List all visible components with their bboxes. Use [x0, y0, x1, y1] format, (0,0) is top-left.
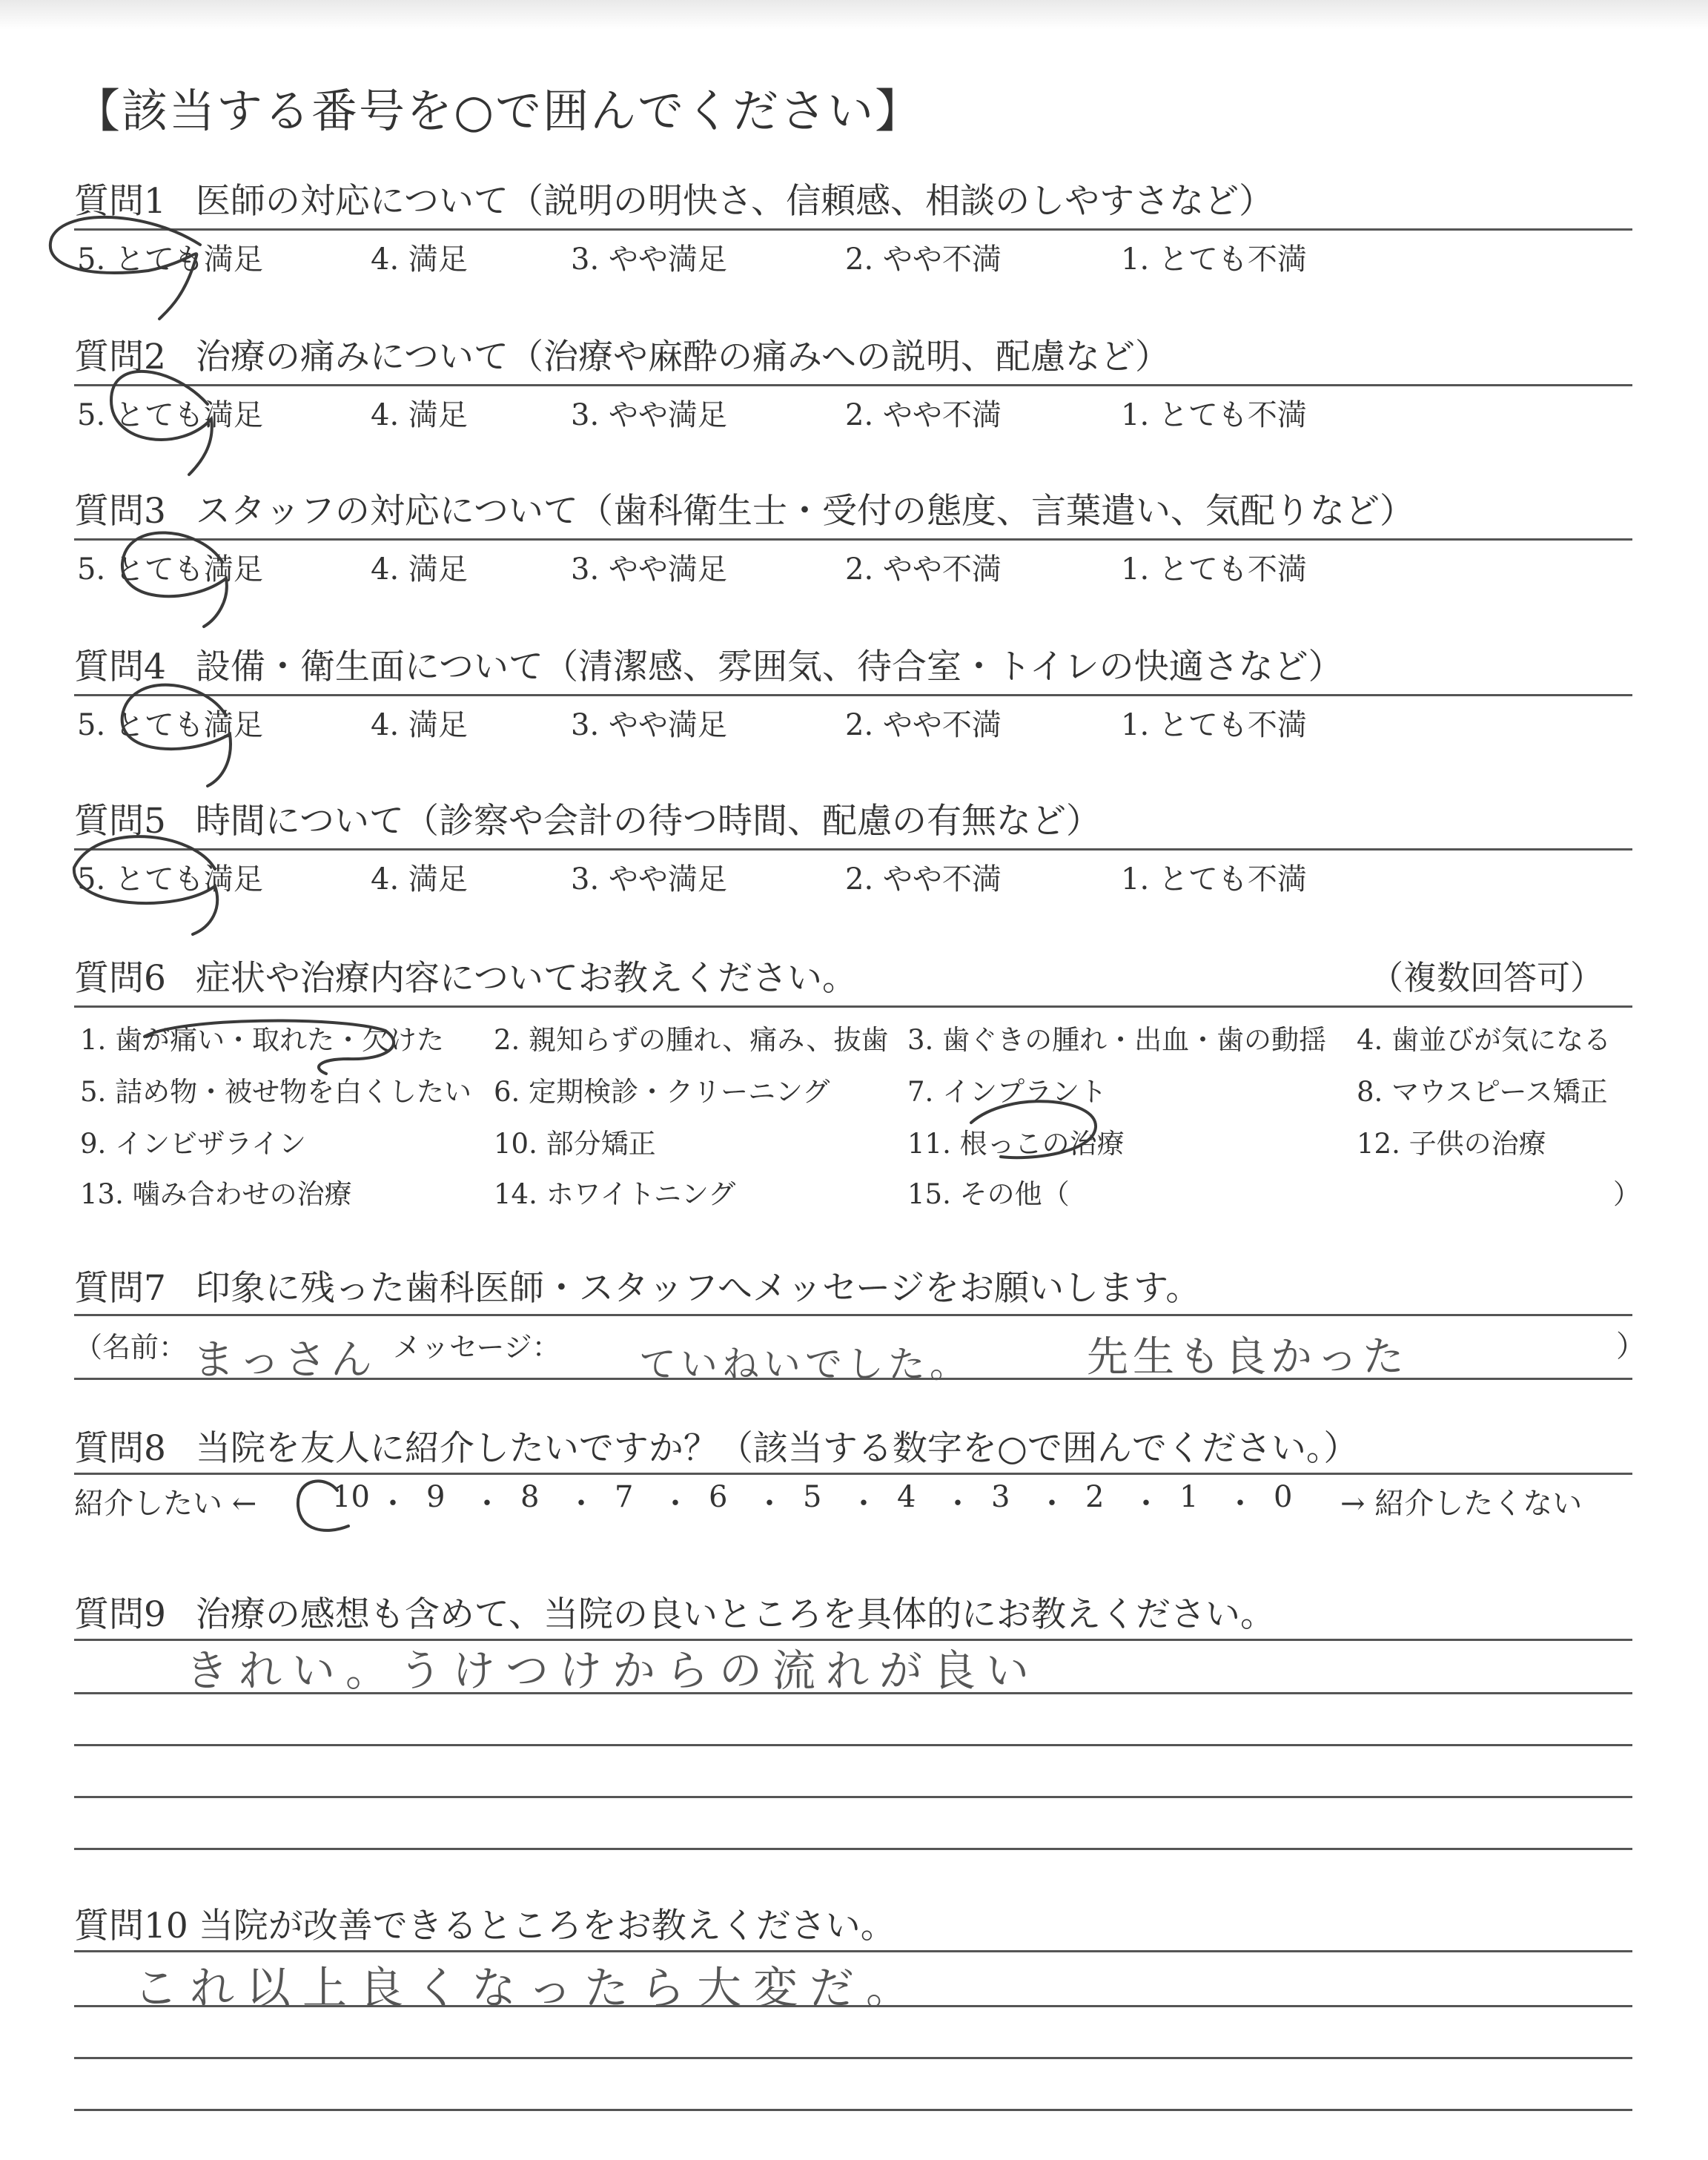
- q6-option-4[interactable]: 4. 歯並びが気になる: [1357, 1024, 1612, 1056]
- q6-option-1[interactable]: 1. 歯が痛い・取れた・欠けた: [80, 1024, 445, 1056]
- q2-option-5[interactable]: 5. とても満足: [77, 398, 263, 432]
- q1-label: 質問1: [74, 181, 166, 222]
- q7-name-label: （名前：: [74, 1331, 188, 1364]
- q6-option-5[interactable]: 5. 詰め物・被せ物を白くしたい: [80, 1076, 472, 1108]
- q7-message-handwritten-2: 先生も良かった: [1087, 1333, 1409, 1381]
- q7-text: 印象に残った歯科医師・スタッフへメッセージをお願いします。: [195, 1268, 1201, 1309]
- q5-option-5[interactable]: 5. とても満足: [77, 862, 263, 896]
- q3-option-3[interactable]: 3. やや満足: [571, 552, 727, 587]
- q8-scale-5[interactable]: 5: [803, 1480, 822, 1514]
- q5-option-4[interactable]: 4. 満足: [371, 862, 468, 896]
- q8-text: 当院を友人に紹介したいですか？（該当する数字を○で囲んでください。）: [195, 1428, 1359, 1469]
- q1-option-5[interactable]: 5. とても満足: [77, 242, 263, 277]
- q4-option-1[interactable]: 1. とても不満: [1121, 708, 1307, 742]
- q6-option-10[interactable]: 10. 部分矯正: [494, 1128, 656, 1160]
- q8-scale-separator: ・: [378, 1487, 408, 1521]
- q3-selection-circle: [122, 532, 227, 627]
- q8-scale-separator: ・: [943, 1487, 973, 1521]
- q6-option-2[interactable]: 2. 親知らずの腫れ、痛み、抜歯: [494, 1024, 889, 1056]
- q8-scale-3[interactable]: 3: [991, 1480, 1010, 1514]
- q6-option-7[interactable]: 7. インプラント: [907, 1076, 1108, 1108]
- q1-option-1[interactable]: 1. とても不満: [1121, 242, 1307, 277]
- q8-scale-8[interactable]: 8: [520, 1480, 540, 1514]
- q8-scale-separator: ・: [1131, 1487, 1161, 1521]
- q1-option-4[interactable]: 4. 満足: [371, 242, 468, 277]
- q4-option-2[interactable]: 2. やや不満: [845, 708, 1002, 742]
- q1-selection-circle: [50, 217, 200, 319]
- q2-label: 質問2: [74, 337, 166, 377]
- q3-label: 質問3: [74, 491, 166, 532]
- q6-option-15[interactable]: 15. その他（: [907, 1178, 1070, 1210]
- q5-option-3[interactable]: 3. やや満足: [571, 862, 727, 896]
- q8-scale-6[interactable]: 6: [709, 1480, 728, 1514]
- q7-label: 質問7: [74, 1268, 166, 1309]
- q2-option-3[interactable]: 3. やや満足: [571, 398, 727, 432]
- q8-scale-separator: ・: [472, 1487, 502, 1521]
- q6-option-12[interactable]: 12. 子供の治療: [1357, 1128, 1546, 1160]
- q8-left-label: 紹介したい ←: [74, 1487, 257, 1521]
- q8-scale-9[interactable]: 9: [426, 1480, 446, 1514]
- q8-scale-separator: ・: [661, 1487, 690, 1521]
- q7-close-paren: ）: [1616, 1330, 1646, 1364]
- q6-option-11[interactable]: 11. 根っこの治療: [907, 1128, 1125, 1160]
- q5-option-2[interactable]: 2. やや不満: [845, 862, 1002, 896]
- q8-selection-circle: [298, 1481, 348, 1530]
- q4-selection-circle: [122, 685, 231, 786]
- q4-option-3[interactable]: 3. やや満足: [571, 708, 727, 742]
- q9-label: 質問9: [74, 1594, 166, 1635]
- q4-text: 設備・衛生面について（清潔感、雰囲気、待合室・トイレの快適さなど）: [195, 647, 1343, 687]
- q7-name-handwritten: まっさん: [193, 1336, 377, 1384]
- q5-label: 質問5: [74, 801, 166, 842]
- q8-scale-10[interactable]: 10: [332, 1480, 370, 1514]
- q1-option-3[interactable]: 3. やや満足: [571, 242, 727, 277]
- q8-scale-separator: ・: [849, 1487, 878, 1521]
- q8-scale-separator: ・: [1225, 1487, 1255, 1521]
- q6-option-14[interactable]: 14. ホワイトニング: [494, 1178, 736, 1210]
- q7-message-label: メッセージ：: [393, 1331, 560, 1364]
- q8-scale-0[interactable]: 0: [1274, 1480, 1293, 1514]
- q6-option-8[interactable]: 8. マウスピース矯正: [1357, 1076, 1608, 1108]
- q5-text: 時間について（診察や会計の待つ時間、配慮の有無など）: [195, 801, 1101, 842]
- q3-text: スタッフの対応について（歯科衛生士・受付の態度、言葉遣い、気配りなど）: [195, 491, 1414, 532]
- q8-scale-7[interactable]: 7: [615, 1480, 634, 1514]
- q6-option-9[interactable]: 9. インビザライン: [80, 1128, 306, 1160]
- q2-text: 治療の痛みについて（治療や麻酔の痛みへの説明、配慮など）: [195, 337, 1171, 377]
- q3-option-2[interactable]: 2. やや不満: [845, 552, 1002, 587]
- q8-scale-1[interactable]: 1: [1179, 1480, 1199, 1514]
- page-title: 【該当する番号を○で囲んでください】: [74, 84, 923, 138]
- q6-label: 質問6: [74, 958, 166, 999]
- q7-message-handwritten-1: ていねいでした。: [639, 1343, 971, 1386]
- q10-text: 当院が改善できるところをお教えください。: [198, 1906, 896, 1946]
- q9-text: 治療の感想も含めて、当院の良いところを具体的にお教えください。: [195, 1594, 1275, 1635]
- q4-option-5[interactable]: 5. とても満足: [77, 708, 263, 742]
- q8-label: 質問8: [74, 1428, 166, 1469]
- q6-option11-selection-circle: [971, 1101, 1096, 1157]
- q4-option-4[interactable]: 4. 満足: [371, 708, 468, 742]
- q8-scale-separator: ・: [566, 1487, 596, 1521]
- q10-handwritten-answer: これ以上良くなったら大変だ。: [133, 1963, 922, 2015]
- q6-option-6[interactable]: 6. 定期検診・クリーニング: [494, 1076, 830, 1108]
- q8-scale-separator: ・: [755, 1487, 784, 1521]
- q8-right-label: → 紹介したくない: [1340, 1487, 1583, 1521]
- q6-multiple-note: （複数回答可）: [1370, 958, 1604, 997]
- q2-option-2[interactable]: 2. やや不満: [845, 398, 1002, 432]
- q10-label: 質問10: [74, 1906, 188, 1946]
- q8-scale-separator: ・: [1037, 1487, 1067, 1521]
- q8-scale-4[interactable]: 4: [897, 1480, 916, 1514]
- q5-option-1[interactable]: 1. とても不満: [1121, 862, 1307, 896]
- q5-selection-circle: [74, 836, 217, 934]
- q1-text: 医師の対応について（説明の明快さ、信頼感、相談のしやすさなど）: [195, 181, 1274, 222]
- q3-option-5[interactable]: 5. とても満足: [77, 552, 263, 587]
- q6-option-3[interactable]: 3. 歯ぐきの腫れ・出血・歯の動揺: [907, 1024, 1327, 1056]
- q6-text: 症状や治療内容についてお教えください。: [195, 958, 857, 999]
- q3-option-4[interactable]: 4. 満足: [371, 552, 468, 587]
- q6-other-close-paren: ）: [1613, 1178, 1641, 1210]
- q8-scale-2[interactable]: 2: [1085, 1480, 1105, 1514]
- q6-option-13[interactable]: 13. 噛み合わせの治療: [80, 1178, 352, 1210]
- q1-option-2[interactable]: 2. やや不満: [845, 242, 1002, 277]
- q2-selection-circle: [111, 371, 212, 475]
- q3-option-1[interactable]: 1. とても不満: [1121, 552, 1307, 587]
- q6-option1-selection-circle: [145, 1021, 394, 1074]
- q2-option-4[interactable]: 4. 満足: [371, 398, 468, 432]
- q9-handwritten-answer: きれい。うけつけからの流れが良い: [185, 1645, 1040, 1696]
- q2-option-1[interactable]: 1. とても不満: [1121, 398, 1307, 432]
- q4-label: 質問4: [74, 647, 166, 687]
